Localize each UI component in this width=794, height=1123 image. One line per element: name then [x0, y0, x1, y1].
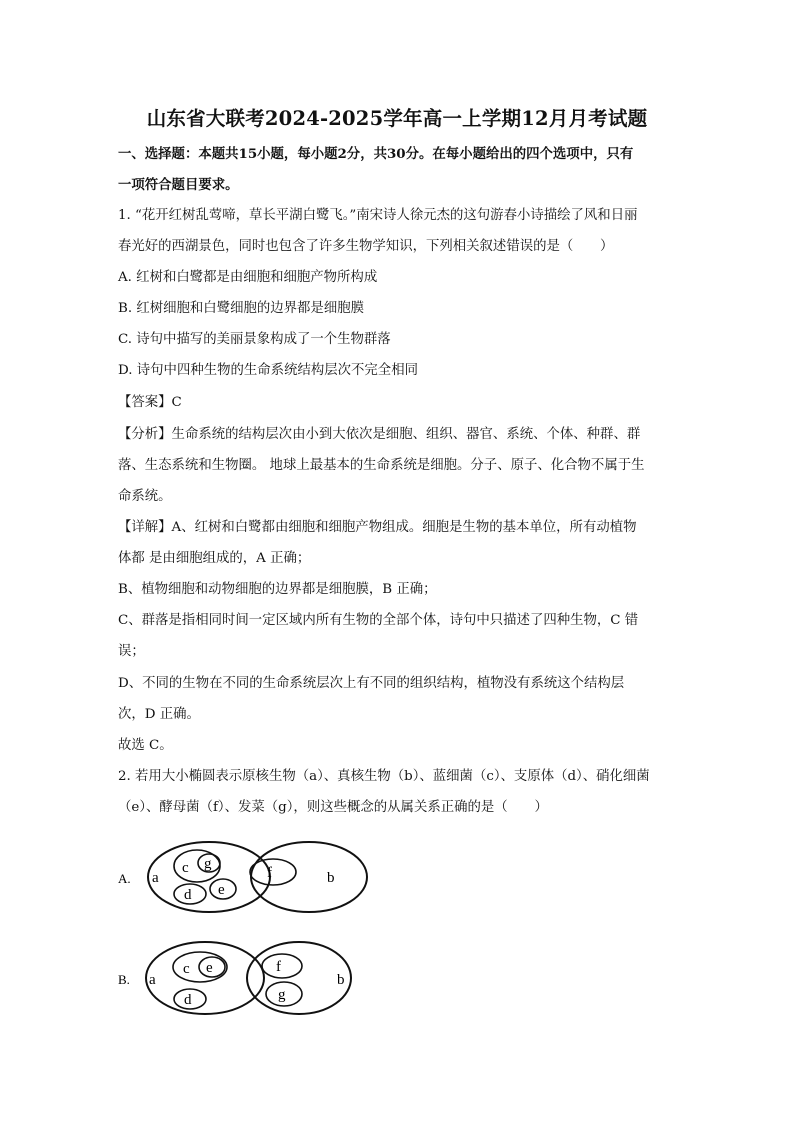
ellipse-b-outer [247, 942, 351, 1014]
letter-f: f [267, 865, 272, 881]
figure-b-label: B. [118, 972, 130, 987]
letter-e: e [218, 882, 225, 898]
q2-stem-line2: （e）、酵母菌（f）、发菜（g），则这些概念的从属关系正确的是（ ） [118, 800, 548, 815]
q1-detail-line1: 【详解】A、红树和白鹭都由细胞和细胞产物组成。细胞是生物的基本单位，所有动植物 [118, 520, 637, 535]
q1-analysis-line2: 落、生态系统和生物圈。 地球上最基本的生命系统是细胞。分子、原子、化合物不属于生 [118, 458, 645, 473]
q1-analysis-line1: 【分析】生命系统的结构层次由小到大依次是细胞、组织、器官、系统、个体、种群、群 [118, 427, 641, 442]
letter-d: d [184, 887, 192, 903]
letter-d: d [184, 992, 192, 1008]
letter-a: a [152, 870, 159, 886]
q1-option-a: A. 红树和白鹭都是由细胞和细胞产物所构成 [118, 270, 378, 285]
q1-detail-line6: D、不同的生物在不同的生命系统层次上有不同的组织结构，植物没有系统这个结构层 [118, 676, 625, 691]
q1-detail-line3: B、植物细胞和动物细胞的边界都是细胞膜，B 正确； [118, 582, 437, 597]
letter-g: g [278, 987, 286, 1003]
figure-option-b [110, 940, 380, 1020]
section-heading-line1: 一、选择题：本题共15小题，每小题2分，共30分。在每小题给出的四个选项中，只有 [118, 146, 634, 162]
letter-a: a [149, 972, 156, 988]
q1-stem-line1: 1. “花开红树乱莺啼，草长平湖白鹭飞。”南宋诗人徐元杰的这句游春小诗描绘了风和日丽 [118, 208, 638, 223]
letter-c: c [183, 961, 190, 977]
q1-detail-line8: 故选 C。 [118, 738, 173, 753]
q1-option-c: C. 诗句中描写的美丽景象构成了一个生物群落 [118, 332, 391, 347]
q2-stem-line1: 2. 若用大小椭圆表示原核生物（a）、真核生物（b）、蓝细菌（c）、支原体（d）、硝化细菌 [118, 769, 650, 784]
q1-detail-line2: 体都 是由细胞组成的，A 正确； [118, 551, 311, 566]
letter-g: g [204, 856, 212, 872]
section-heading-line2: 一项符合题目要求。 [118, 177, 239, 193]
q1-answer: 【答案】C [118, 395, 182, 410]
q1-detail-line4: C、群落是指相同时间一定区域内所有生物的全部个体，诗句中只描述了四种生物，C 错 [118, 613, 639, 628]
q1-detail-line7: 次，D 正确。 [118, 707, 200, 722]
ellipse-f [262, 954, 302, 978]
letter-c: c [182, 860, 189, 876]
figure-a-label: A. [118, 871, 131, 886]
q1-option-b: B. 红树细胞和白鹭细胞的边界都是细胞膜 [118, 301, 364, 316]
ellipse-c [173, 952, 227, 982]
q1-stem-line2: 春光好的西湖景色，同时也包含了许多生物学知识，下列相关叙述错误的是（ ） [118, 239, 614, 254]
letter-b: b [327, 870, 335, 886]
q1-detail-line5: 误； [118, 644, 145, 659]
figure-option-a [110, 835, 380, 920]
page-title: 山东省大联考2024-2025学年高一上学期12月月考试题 [146, 107, 648, 130]
ellipse-f [250, 859, 296, 885]
q1-option-d: D. 诗句中四种生物的生命系统结构层次不完全相同 [118, 363, 418, 378]
letter-e: e [206, 960, 213, 976]
letter-f: f [276, 959, 281, 975]
q1-analysis-line3: 命系统。 [118, 489, 172, 504]
letter-b: b [337, 972, 345, 988]
